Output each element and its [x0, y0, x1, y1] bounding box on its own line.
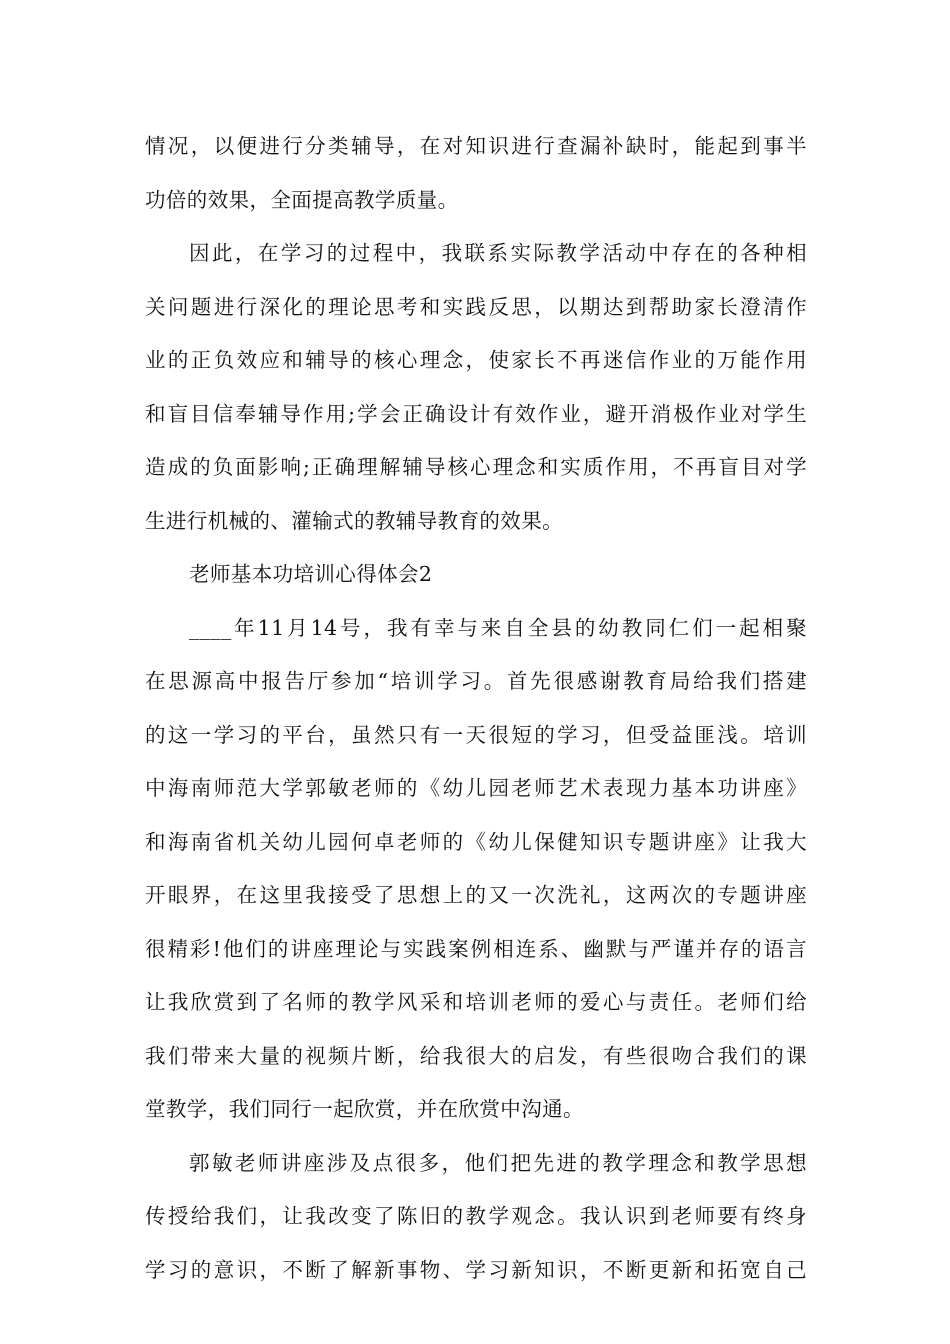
- text-line: 情况，以便进行分类辅导，在对知识进行查漏补缺时，能起到事半: [145, 134, 807, 158]
- text-line: 学习的意识，不断了解新事物、学习新知识，不断更新和拓宽自己: [145, 1257, 807, 1282]
- text-line: 关问题进行深化的理论思考和实践反思，以期达到帮助家长澄清作: [145, 294, 807, 319]
- body-text: [145, 120, 807, 1297]
- paragraph-start-line: ____年11月14号，我有幸与来自全县的幼教同仁们一起相聚: [189, 615, 807, 640]
- paragraph-start-line: 因此，在学习的过程中，我联系实际教学活动中存在的各种相: [189, 241, 807, 265]
- section-heading: 老师基本功培训心得体会2: [189, 562, 433, 586]
- text-line: 和海南省机关幼儿园何卓老师的《幼儿保健知识专题讲座》让我大: [145, 829, 807, 854]
- text-line: 很精彩!他们的讲座理论与实践案例相连系、幽默与严谨并存的语言: [145, 936, 807, 961]
- text-line: 生进行机械的、灌输式的教辅导教育的效果。: [145, 508, 563, 533]
- text-line: 开眼界，在这里我接受了思想上的又一次洗礼，这两次的专题讲座: [145, 883, 807, 907]
- text-line: 业的正负效应和辅导的核心理念，使家长不再迷信作业的万能作用: [145, 348, 807, 372]
- text-line: 功倍的效果，全面提高教学质量。: [145, 187, 459, 212]
- text-line: 堂教学，我们同行一起欣赏，并在欣赏中沟通。: [145, 1097, 584, 1121]
- text-line: 中海南师范大学郭敏老师的《幼儿园老师艺术表现力基本功讲座》: [145, 776, 807, 800]
- text-line: 让我欣赏到了名师的教学风采和培训老师的爱心与责任。老师们给: [145, 990, 807, 1014]
- text-line: 在思源高中报告厅参加“培训学习。首先很感谢教育局给我们搭建: [145, 669, 807, 693]
- text-line: 的这一学习的平台，虽然只有一天很短的学习，但受益匪浅。培训: [145, 722, 807, 747]
- text-line: 和盲目信奉辅导作用;学会正确设计有效作业，避开消极作业对学生: [145, 401, 807, 426]
- text-line: 我们带来大量的视频片断，给我很大的启发，有些很吻合我们的课: [145, 1043, 807, 1068]
- text-line: 造成的负面影响;正确理解辅导核心理念和实质作用，不再盲目对学: [145, 455, 807, 479]
- paragraph-start-line: 郭敏老师讲座涉及点很多，他们把先进的教学理念和教学思想: [189, 1150, 807, 1175]
- text-line: 传授给我们，让我改变了陈旧的教学观念。我认识到老师要有终身: [145, 1204, 807, 1228]
